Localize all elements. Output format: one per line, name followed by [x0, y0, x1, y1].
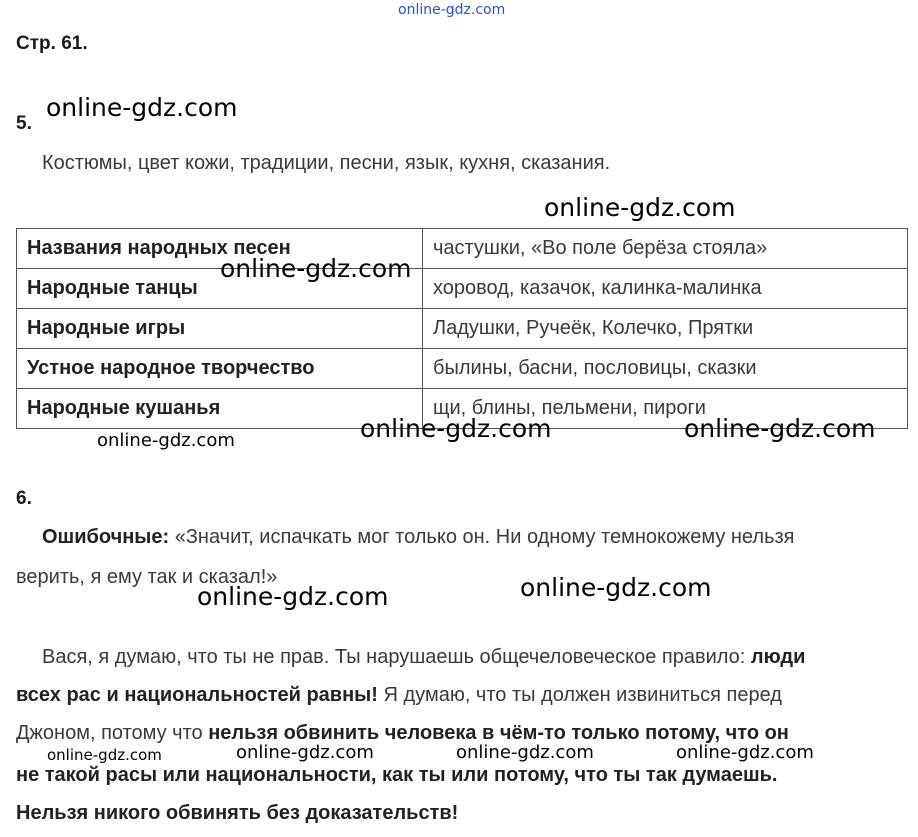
- row-label: Устное народное творчество: [17, 349, 423, 389]
- watermark: online-gdz.com: [220, 254, 412, 283]
- answer-line-2: [16, 684, 782, 707]
- watermark: online-gdz.com: [520, 573, 712, 602]
- row-value: Ладушки, Ручеёк, Колечко, Прятки: [423, 309, 908, 349]
- answer-bold: нельзя обвинить человека в чём-то только потому, что он: [208, 722, 789, 744]
- wrong-statement-line-1: [42, 526, 794, 549]
- table-row: [17, 389, 908, 429]
- answer-text: Вася, я думаю, что ты не прав. Ты нарушаешь общечеловеческое правило:: [42, 646, 751, 668]
- answer-line-5: Нельзя никого обвинять без доказательств!: [16, 802, 459, 824]
- watermark: online-gdz.com: [97, 430, 235, 451]
- row-label: Названия народных песен: [17, 229, 423, 269]
- answer-line-1: [42, 646, 805, 669]
- table-row: [17, 349, 908, 389]
- watermark: online-gdz.com: [46, 93, 238, 122]
- task-6-number: 6.: [16, 488, 32, 509]
- watermark: online-gdz.com: [197, 582, 389, 611]
- row-value: былины, басни, пословицы, сказки: [423, 349, 908, 389]
- wrong-label: Ошибочные:: [42, 526, 170, 548]
- watermark: online-gdz.com: [684, 414, 876, 443]
- answer-line-4: не такой расы или национальности, как ты или потому, что ты так думаешь.: [16, 764, 778, 786]
- watermark: online-gdz.com: [544, 193, 736, 222]
- row-value: частушки, «Во поле берёза стояла»: [423, 229, 908, 269]
- row-value: хоровод, казачок, калинка-малинка: [423, 269, 908, 309]
- wrong-quote-part-1: «Значит, испачкать мог только он. Ни одному темнокожему нельзя: [174, 526, 795, 548]
- watermark: online-gdz.com: [236, 742, 374, 763]
- page-title: Стр. 61.: [16, 33, 88, 54]
- folk-culture-table: [16, 228, 908, 429]
- answer-bold: всех рас и национальностей равны!: [16, 684, 378, 706]
- row-label: Народные игры: [17, 309, 423, 349]
- row-value: щи, блины, пельмени, пироги: [423, 389, 908, 429]
- table-row: [17, 229, 908, 269]
- table-row: [17, 309, 908, 349]
- answer-text: Я думаю, что ты должен извиниться перед: [377, 684, 782, 706]
- answer-bold: люди: [750, 646, 806, 668]
- row-label: Народные танцы: [17, 269, 423, 309]
- table-row: [17, 269, 908, 309]
- watermark: online-gdz.com: [360, 414, 552, 443]
- wrong-statement-line-2: верить, я ему так и сказал!»: [16, 566, 278, 588]
- watermark: online-gdz.com: [47, 746, 162, 764]
- task-5-number: 5.: [16, 113, 32, 134]
- task-5-answer: Костюмы, цвет кожи, традиции, песни, язык, кухня, сказания.: [42, 152, 611, 174]
- watermark-top: online-gdz.com: [398, 2, 506, 18]
- watermark: online-gdz.com: [676, 742, 814, 763]
- answer-text: Джоном, потому что: [16, 722, 209, 744]
- watermark: online-gdz.com: [456, 742, 594, 763]
- row-label: Народные кушанья: [17, 389, 423, 429]
- answer-line-3: [16, 722, 789, 745]
